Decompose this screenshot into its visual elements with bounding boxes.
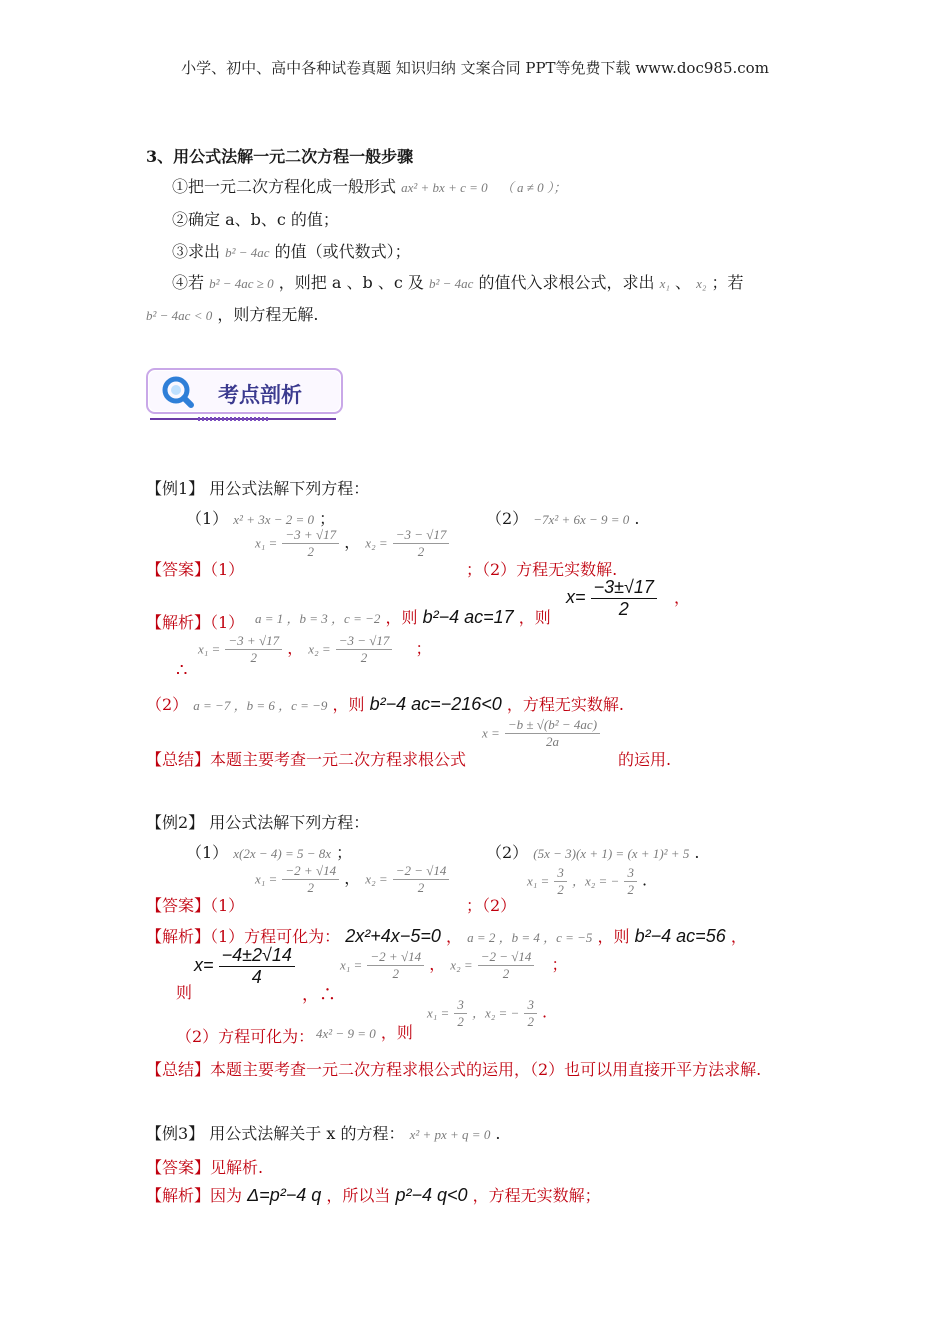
ex2-answer-mid: ；（2）	[466, 896, 517, 915]
ex1-sol-x-lhs: x=	[566, 586, 586, 607]
step-3	[172, 239, 411, 262]
ex2-sol-x-frac: $\frac{-4\pm 2√14}{4}$	[219, 946, 295, 987]
ex1-sol-part2	[146, 692, 624, 715]
ex2-answer-roots	[255, 864, 449, 894]
ex2-ans2-x1-lhs: x₁ =	[527, 873, 550, 889]
ex2-sol-comma: ，	[730, 927, 747, 946]
ex2-summary: 【总结】本题主要考查一元二次方程求根公式的运用，（2）也可以用直接开平方法求解.	[146, 1060, 762, 1079]
ex1-q2	[486, 506, 640, 529]
ex2-answer-tag: 【答案】（1）	[146, 896, 245, 915]
ex2-q2-label: （2）	[486, 843, 529, 862]
section-title: 3、用公式法解一元二次方程一般步骤	[146, 147, 414, 166]
ex1-sol-x1-frac: $\frac{-3 + √17}{2}$	[225, 634, 282, 664]
section-badge	[146, 367, 344, 423]
ex1-summary-tag: 【总结】本题主要考查一元二次方程求根公式	[146, 750, 467, 769]
step-2: ②确定 a、b、c 的值；	[172, 210, 339, 229]
ex2-sol-discriminant: b²−4 ac=56	[634, 926, 726, 946]
ex2-sol2-x2-frac: $\frac{3}{2}$	[524, 998, 537, 1028]
step-4-condition-2: b² − 4ac < 0	[146, 308, 213, 323]
ex1-solution-abc	[255, 605, 551, 628]
step-4-sep: 、	[675, 273, 692, 292]
ex1-sol-roots: x₁ = $\frac{-3 + √17}{2}$ ， x₂ = $\frac{-3 - √17}{2}$ ；	[198, 633, 432, 665]
ex2-sol-x2-frac: $\frac{-2 - √14}{2}$	[478, 950, 535, 980]
ex1-q2-label: （2）	[486, 509, 529, 528]
ex1-sol-then2: ，则	[518, 608, 551, 627]
ex2-answer2-roots	[527, 866, 647, 896]
ex2-q2-end: .	[694, 843, 700, 862]
ex1-sol2-end: ，方程无实数解.	[506, 695, 624, 714]
ex2-sol-then2: 则	[176, 983, 193, 1002]
step-4-end: ，则方程无解.	[217, 305, 319, 324]
ex1-q1-equation: x² + 3x − 2 = 0	[233, 512, 315, 527]
step-4-x2: x₂	[696, 276, 707, 291]
ex3-solution	[146, 1183, 601, 1206]
ex2-ans-x1-frac: $\frac{-2 + √14}{2}$	[282, 864, 339, 894]
ex2-sol-semicolon: ；	[551, 954, 568, 974]
step-4-prefix: ④若	[172, 273, 205, 292]
ex2-ans-end: .	[642, 870, 648, 890]
ex2-sol-sep: ，	[445, 927, 462, 946]
ex2-sol2-eq	[316, 1020, 413, 1043]
ex3-sol-tag: 【解析】因为	[146, 1186, 243, 1205]
ex1-ans-x2-lhs: x₂ =	[365, 535, 388, 551]
ex2-sol-roots: x₁ = $\frac{-2 + √14}{2}$ ， x₂ = $\frac{-2 - √14}{2}$ ；	[340, 949, 568, 981]
ex1-summary-formula	[482, 718, 600, 748]
ex2-sol-tag: 【解析】（1）方程可化为：	[146, 927, 341, 946]
ex1-therefore: ∴	[176, 660, 188, 681]
ex1-ans-x1-lhs: x₁ =	[255, 535, 278, 551]
step-4-x1: x₁	[659, 276, 670, 291]
ex2-sol-x-lhs: x=	[194, 954, 214, 975]
step-1-text: ①把一元二次方程化成一般形式	[172, 177, 397, 196]
ex3-sol-mid: ，所以当	[326, 1186, 391, 1205]
ex2-ans-comma: ，	[344, 868, 361, 888]
ex1-sol2-then: ，则	[332, 695, 365, 714]
step-4-condition: b² − 4ac ≥ 0	[209, 276, 274, 291]
ex1-sol-semicolon: ；	[415, 638, 432, 658]
ex3-answer: 【答案】见解析.	[146, 1158, 264, 1177]
step-4-tail: ；若	[711, 273, 744, 292]
general-form-formula: ax² + bx + c = 0	[401, 180, 488, 195]
ex1-sol-comma: ，	[674, 587, 691, 607]
ex1-q1-end: ；	[319, 509, 336, 528]
ex2-sol2-end: .	[542, 1002, 548, 1022]
ex2-q1	[186, 840, 352, 863]
ex2-q1-end: ；	[336, 843, 353, 862]
ex2-q1-equation: x(2x − 4) = 5 − 8x	[233, 846, 332, 861]
discriminant-formula: b² − 4ac	[225, 245, 270, 260]
step-4-mid: ，则把 a 、b 、c 及	[278, 273, 424, 292]
ex1-q1	[186, 506, 335, 529]
ex2-sol2-x2-lhs: ，x₂ = −	[472, 1005, 520, 1021]
step-4-line2	[146, 302, 318, 325]
ex2-sol2-then: ，则	[380, 1023, 413, 1042]
ex2-sol-then: ，则	[597, 927, 630, 946]
ex3-sol-condition: p²−4 q<0	[395, 1185, 468, 1205]
ex3-sol-delta: Δ=p²−4 q	[247, 1185, 322, 1205]
ex1-sol2-abc: a = −7 ，b = 6 ，c = −9	[193, 698, 328, 713]
ex1-sol-x2-lhs: x₂ =	[308, 641, 331, 657]
ex1-solution-tag: 【解析】（1）	[146, 613, 245, 632]
ex2-sol2-x1-lhs: x₁ =	[427, 1005, 450, 1021]
ex1-sol-abc: a = 1 ，b = 3 ，c = −2	[255, 611, 381, 626]
ex2-q1-label: （1）	[186, 843, 229, 862]
ex2-sol-abc: a = 2 ，b = 4 ，c = −5	[467, 930, 593, 945]
ex1-ans-x2-frac: $\frac{-3 - √17}{2}$	[393, 528, 450, 558]
step-4-discriminant: b² − 4ac	[428, 276, 474, 291]
ex2-sol-x2-lhs: x₂ =	[450, 957, 473, 973]
ex2-sol-x1-frac: $\frac{-2 + √14}{2}$	[367, 950, 424, 980]
ex2-ans2-x2-frac: $\frac{3}{2}$	[624, 866, 637, 896]
ex2-solution-line1	[146, 924, 747, 947]
ex1-sol2-label: （2）	[146, 695, 189, 714]
ex3-title	[146, 1121, 501, 1144]
ex2-q2	[486, 840, 700, 863]
ex1-sol-x	[566, 578, 690, 619]
ex2-q2-equation: (5x − 3)(x + 1) = (x + 1)² + 5	[533, 846, 690, 861]
badge-label: 考点剖析	[218, 383, 302, 407]
ex1-title: 【例1】 用公式法解下列方程：	[146, 479, 370, 498]
ex2-ans2-x2-lhs: ，x₂ = −	[572, 873, 620, 889]
ex1-answer-tag: 【答案】（1）	[146, 560, 245, 579]
ex2-sol2-equation: 4x² − 9 = 0	[316, 1026, 376, 1041]
quadratic-formula-frac: $\frac{\text{−b ± √(b² − 4ac)}}{2a}$	[505, 718, 600, 748]
step-3-suffix: 的值（或代数式）；	[274, 242, 411, 261]
ex1-sol-x1-lhs: x₁ =	[198, 641, 221, 657]
step-3-prefix: ③求出	[172, 242, 221, 261]
ex1-answer-tail: ；（2）方程无实数解.	[466, 560, 618, 579]
ex2-ans-x1-lhs: x₁ =	[255, 871, 278, 887]
ex1-q2-equation: −7x² + 6x − 9 = 0	[533, 512, 630, 527]
ex1-q1-label: （1）	[186, 509, 229, 528]
step-4	[172, 270, 744, 293]
ex2-sol2-x1-frac: $\frac{3}{2}$	[454, 998, 467, 1028]
ex3-end: .	[495, 1124, 501, 1143]
ex2-ans-x2-frac: $\frac{-2 - √14}{2}$	[393, 864, 450, 894]
ex1-ans-comma: ，	[344, 532, 361, 552]
ex1-summary-end: 的运用.	[618, 750, 672, 769]
step-1	[172, 174, 566, 197]
ex2-sol-equation: 2x²+4x−5=0	[345, 926, 441, 946]
ex3-equation: x² + px + q = 0	[409, 1127, 491, 1142]
ex2-ans2-x1-frac: $\frac{3}{2}$	[554, 866, 567, 896]
ex1-sol-x2-frac: $\frac{-3 - √17}{2}$	[336, 634, 393, 664]
ex2-sol-x	[194, 946, 295, 987]
step-4-mid2: 的值代入求根公式，求出	[478, 273, 655, 292]
page-header: 小学、初中、高中各种试卷真题 知识归纳 文案合同 PPT等免费下载 www.doc985.com	[181, 59, 769, 77]
ex1-sol2-discriminant: b²−4 ac=−216<0	[369, 694, 502, 714]
ex3-sol-end: ，方程无实数解；	[472, 1186, 601, 1205]
ex1-sol-then: ，则	[385, 608, 418, 627]
ex1-q2-end: .	[634, 509, 640, 528]
ex3-title-text: 【例3】 用公式法解关于 x 的方程：	[146, 1124, 405, 1143]
ex1-sum-lhs: x =	[482, 725, 500, 741]
ex2-sol2-roots	[427, 998, 547, 1028]
a-nonzero-condition: （ a ≠ 0 ）；	[500, 180, 567, 195]
ex1-answer-roots	[255, 528, 449, 558]
ex2-therefore: ，∴	[302, 985, 336, 1005]
ex1-sol-discriminant: b²−4 ac=17	[422, 607, 514, 627]
ex1-sol-x-frac: $\frac{-3\pm√17}{2}$	[591, 578, 657, 619]
ex2-ans-x2-lhs: x₂ =	[365, 871, 388, 887]
ex2-title: 【例2】 用公式法解下列方程：	[146, 813, 370, 832]
ex2-sol2-tag: （2）方程可化为：	[176, 1027, 315, 1046]
ex2-sol-x1-lhs: x₁ =	[340, 957, 363, 973]
ex1-ans-x1-frac: $\frac{-3 + √17}{2}$	[282, 528, 339, 558]
